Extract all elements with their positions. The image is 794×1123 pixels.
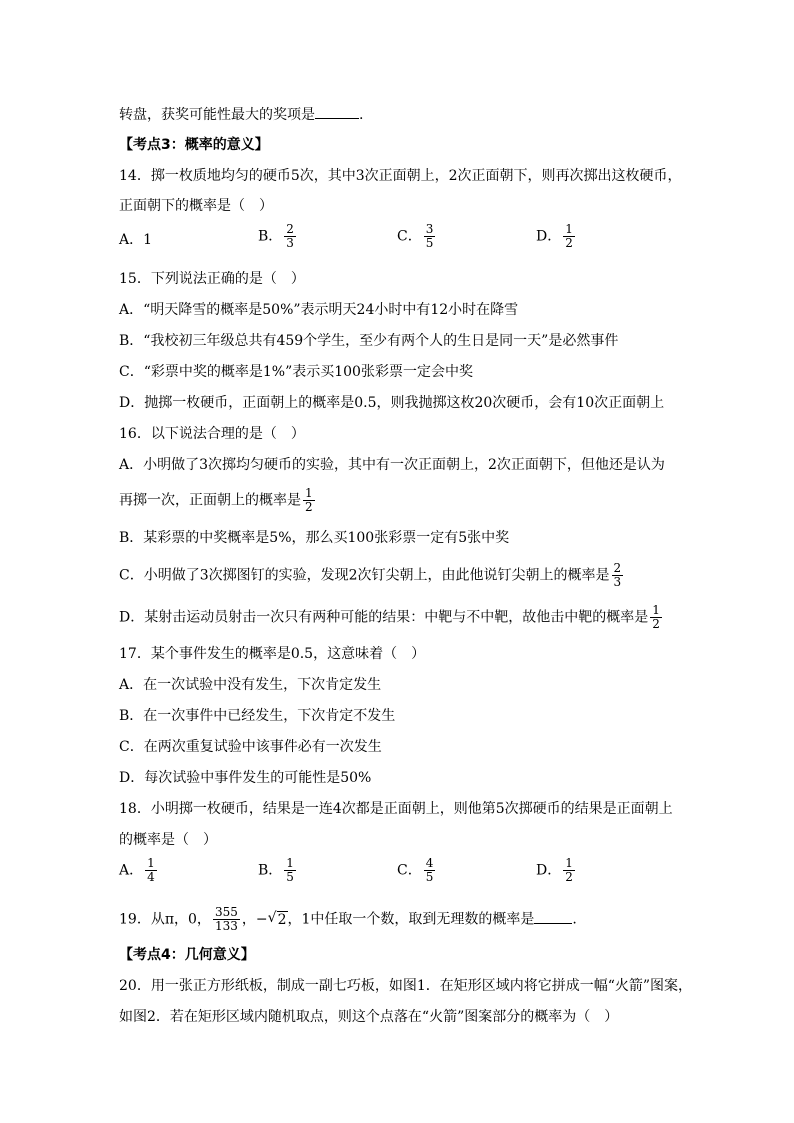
q13-tail-text: 转盘，获奖可能性最大的奖项是: [119, 107, 315, 123]
q14-option-b: [258, 223, 298, 250]
fraction-denominator: 5: [425, 870, 434, 884]
fraction-denominator: 3: [286, 236, 294, 250]
q18-option-d: [536, 857, 577, 884]
q20-line2: 如图2．若在矩形区域内随机取点，则这个点落在“火箭”图案部分的概率为（ ）: [119, 1009, 619, 1025]
fraction-numerator: 1: [147, 856, 155, 870]
q16-option-b: B．某彩票的中奖概率是5%，那么买100张彩票一定有5张中奖: [119, 530, 510, 546]
q16-option-d: [119, 604, 664, 631]
option-label: A．: [119, 862, 144, 879]
fraction-denominator: 5: [425, 236, 434, 250]
q19-line: [119, 906, 577, 933]
sqrt-expression: [268, 910, 288, 930]
fraction: [424, 223, 436, 250]
fraction-denominator: 2: [565, 236, 573, 250]
q17-stem: 17．某个事件发生的概率是0.5，这意味着（ ）: [119, 646, 426, 662]
q13-tail-line: [119, 104, 363, 125]
q18-option-a: [119, 857, 159, 884]
q16-stem: 16．以下说法合理的是（ ）: [119, 426, 305, 442]
fraction: [145, 857, 157, 884]
q20-line1: 20．用一张正方形纸板，制成一副七巧板，如图1．在矩形区域内将它拼成一幅“火箭”图案，: [119, 978, 693, 994]
fraction-numerator: 1: [565, 856, 573, 870]
q17-option-b: B．在一次事件中已经发生，下次肯定不发生: [119, 708, 396, 724]
option-text: C．小明做了3次掷图钉的实验，发现2次钉尖朝上，由此他说钉尖朝上的概率是: [119, 567, 610, 584]
fraction-numerator: 1: [305, 486, 313, 500]
q17-option-c: C．在两次重复试验中该事件必有一次发生: [119, 739, 382, 755]
q18-option-c: [397, 857, 437, 884]
q17-option-d: D．每次试验中事件发生的可能性是50%: [119, 770, 372, 786]
option-value: 1: [143, 232, 153, 248]
option-label: B．: [258, 228, 283, 245]
fraction-denominator: 3: [613, 575, 622, 589]
fraction-numerator: 4: [425, 856, 434, 870]
fraction-numerator: 1: [652, 603, 660, 617]
option-label: C．: [397, 862, 422, 879]
answer-blank: [534, 909, 572, 924]
q19-mid: ，−: [241, 911, 268, 928]
q15-option-c: C．“彩票中奖的概率是1%”表示买100张彩票一定会中奖: [119, 364, 473, 380]
fraction: [563, 857, 575, 884]
fraction-denominator: 2: [652, 617, 660, 631]
fraction-numerator: 2: [613, 561, 622, 575]
fraction: [284, 857, 296, 884]
radical-sign: √: [267, 909, 277, 926]
q18-line1: 18．小明掷一枚硬币，结果是一连4次都是正面朝上，则他第5次掷硬币的结果是正面朝上: [119, 801, 673, 817]
option-text: 再掷一次，正面朝上的概率是: [119, 492, 301, 509]
fraction-denominator: 133: [214, 919, 238, 933]
q17-option-a: A．在一次试验中没有发生，下次肯定发生: [119, 677, 382, 693]
section3-heading: 【考点3：概率的意义】: [119, 137, 269, 153]
fraction-numerator: 2: [286, 222, 294, 236]
fraction: [650, 604, 662, 631]
fraction-denominator: 2: [565, 870, 573, 884]
q14-option-d: [536, 223, 577, 250]
q15-option-a: A．“明天降雪的概率是50%”表示明天24小时中有12小时在降雪: [119, 302, 519, 318]
fraction-numerator: 355: [214, 905, 238, 919]
q18-line2: 的概率是（ ）: [119, 832, 217, 848]
option-label: D．: [536, 862, 562, 879]
q14-option-a: [119, 230, 152, 250]
fraction-denominator: 5: [286, 870, 294, 884]
fraction-numerator: 3: [425, 222, 434, 236]
q14-line1: 14．掷一枚质地均匀的硬币5次，其中3次正面朝上，2次正面朝下，则再次掷出这枚硬币，: [119, 168, 682, 184]
radicand: 2: [277, 911, 287, 928]
option-label: A．: [119, 232, 144, 248]
section4-heading: 【考点4：几何意义】: [119, 947, 255, 963]
q18-option-b: [258, 857, 298, 884]
q19-end: .: [572, 911, 577, 928]
fraction-numerator: 1: [565, 222, 573, 236]
option-label: B．: [258, 862, 283, 879]
q15-option-d: D．抛掷一枚硬币，正面朝上的概率是0.5，则我抛掷这枚20次硬币，会有10次正面朝上: [119, 395, 665, 411]
fraction-numerator: 1: [286, 856, 294, 870]
q16-option-a-line2: [119, 487, 317, 514]
fraction: [424, 857, 436, 884]
fraction: [612, 562, 624, 589]
q15-option-b: B．“我校初三年级总共有459个学生，至少有两个人的生日是同一天”是必然事件: [119, 333, 619, 349]
fraction-denominator: 4: [147, 870, 155, 884]
fraction: [284, 223, 296, 250]
option-label: D．: [536, 228, 562, 245]
q16-option-c: [119, 562, 625, 589]
fraction: [213, 906, 240, 933]
fraction: [563, 223, 575, 250]
q16-option-a-line1: A．小明做了3次掷均匀硬币的实验，其中有一次正面朝上，2次正面朝下，但他还是认为: [119, 457, 665, 473]
q15-stem: 15．下列说法正确的是（ ）: [119, 271, 305, 287]
q13-tail-end: .: [359, 107, 364, 123]
q14-option-c: [397, 223, 437, 250]
fraction-denominator: 2: [305, 500, 313, 514]
q19-suffix: ，1中任取一个数，取到无理数的概率是: [287, 911, 535, 928]
fraction: [303, 487, 315, 514]
option-text: D．某射击运动员射击一次只有两种可能的结果：中靶与不中靶，故他击中靶的概率是: [119, 609, 649, 626]
q19-prefix: 19．从π，0，: [119, 911, 211, 928]
q14-line2: 正面朝下的概率是（ ）: [119, 198, 273, 214]
answer-blank: [315, 104, 359, 119]
option-label: C．: [397, 228, 422, 245]
